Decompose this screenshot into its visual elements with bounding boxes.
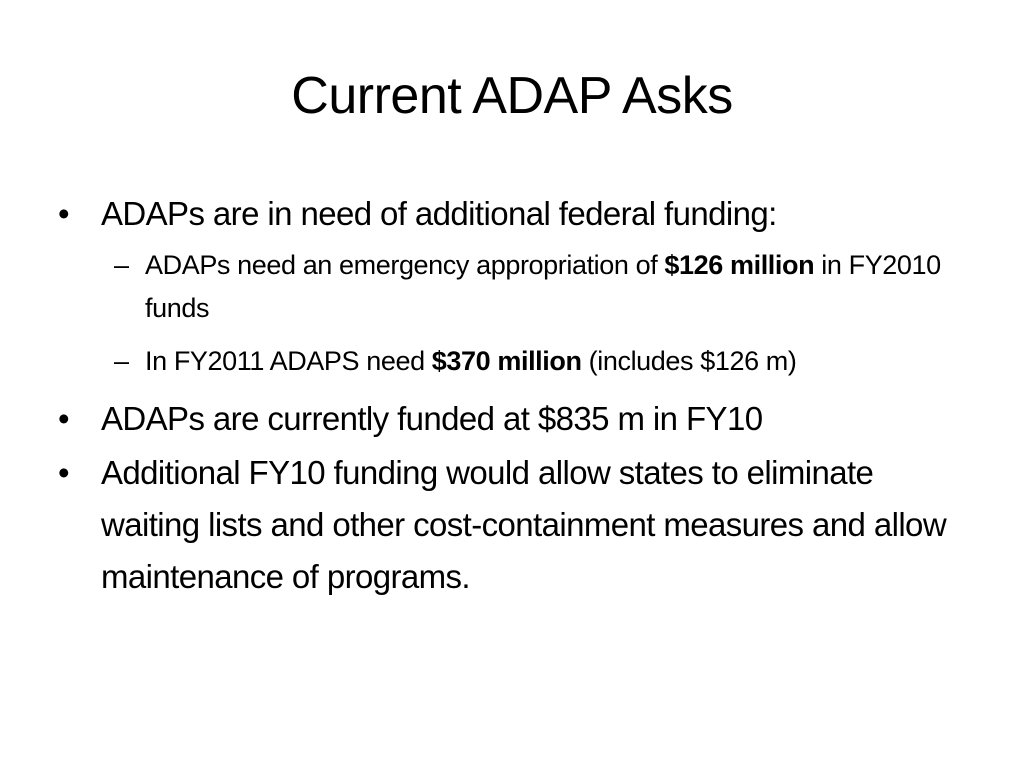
bullet-item [56,393,976,445]
bullet-icon: • [58,195,69,232]
dash-icon: – [114,250,129,280]
sub-bullet-text-normal: (includes $126 m) [581,346,797,376]
bullet-icon: • [58,400,69,437]
sub-bullet-text-normal: in FY2010 funds [145,250,941,323]
sub-bullet-text-bold: $126 million [664,250,815,280]
sub-bullet-list [56,244,976,383]
sub-bullet-text-normal: ADAPs need an emergency appropriation of [145,250,665,280]
sub-bullet-text-bold: $370 million [431,346,582,376]
bullet-item [56,188,976,240]
slide-title: Current ADAP Asks [291,67,733,125]
sub-bullet-text-normal: In FY2011 ADAPS need [145,346,432,376]
bullet-text: ADAPs are in need of additional federal funding: [101,195,777,232]
bullet-item [56,447,976,603]
sub-bullet-item [56,340,976,383]
bullet-text: Additional FY10 funding would allow states to eliminate waiting lists and other cost-containment measures and allow maintenance of programs. [101,454,947,595]
sub-bullet-text [145,340,975,383]
sub-bullet-item [56,244,976,330]
sub-bullet-text [145,244,975,330]
bullet-icon: • [58,454,69,491]
dash-icon: – [114,346,129,376]
slide-body [56,188,976,605]
bullet-text: ADAPs are currently funded at $835 m in FY10 [101,400,763,437]
